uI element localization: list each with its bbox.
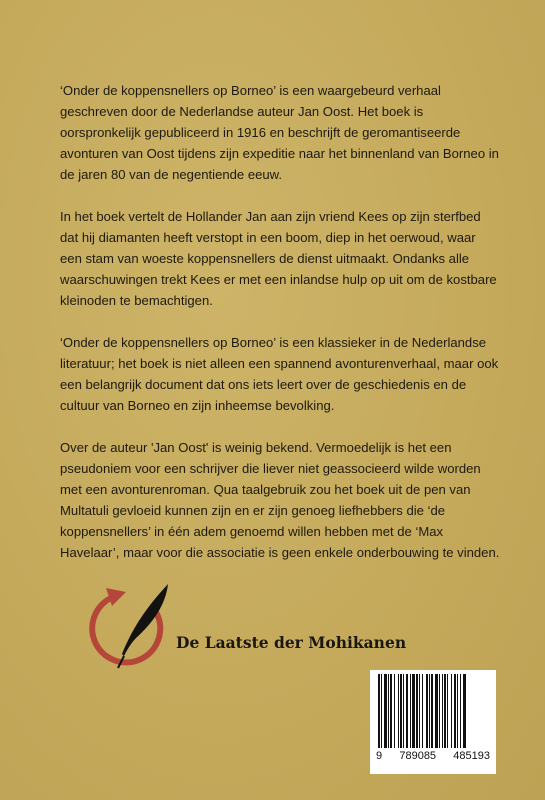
- publisher-name: De Laatste der Mohikanen: [176, 633, 407, 652]
- blurb-paragraph-3: ‘Onder de koppensnellers op Borneo’ is een klassieker in de Nederlandse literatuur; het boek is niet alleen een spannend avonturenverhaal, maar ook een belangrijk document dat ons iets leert over de geschiedenis en de cultuur van Borneo en zijn inheemse bevolking.: [60, 335, 499, 413]
- isbn-digit-group-2: 789085: [399, 750, 437, 762]
- isbn-digit-group-3: 485193: [453, 750, 490, 762]
- isbn-barcode: [370, 670, 496, 774]
- quill-circle-arrow-icon: [86, 576, 182, 676]
- isbn-digit-group-1: 9: [376, 750, 383, 762]
- isbn-number: [370, 750, 496, 762]
- blurb-paragraph-1: ‘Onder de koppensnellers op Borneo’ is een waargebeurd verhaal geschreven door de Nederlandse auteur Jan Oost. Het boek is oorspronkelijk gepubliceerd in 1916 en beschrijft de geromantiseerde avonturen van Oost tijdens zijn expeditie naar het binnenland van Borneo in de jaren 80 van de negentiende eeuw.: [60, 83, 499, 182]
- blurb-text: [60, 80, 500, 563]
- blurb-paragraph-2: In het boek vertelt de Hollander Jan aan zijn vriend Kees op zijn sterfbed dat hij diamanten heeft verstopt in een boom, diep in het oerwoud, waar een stam van woeste koppensnellers de dienst uitmaakt. Ondanks alle waarschuwingen trekt Kees er met een inlandse hulp op uit om de kostbare kleinoden te bemachtigen.: [60, 209, 497, 308]
- blurb-paragraph-4: Over de auteur 'Jan Oost' is weinig bekend. Vermoedelijk is het een pseudoniem voor een schrijver die liever niet geassocieerd wilde worden met een avonturenroman. Qua taalgebruik zou het boek uit de pen van Multatuli gevloeid kunnen zijn en er zijn genoeg liefhebbers die ‘de koppensnellers’ in één adem genoemd willen hebben met de ‘Max Havelaar’, maar voor die associatie is geen enkele onderbouwing te vinden.: [60, 440, 500, 560]
